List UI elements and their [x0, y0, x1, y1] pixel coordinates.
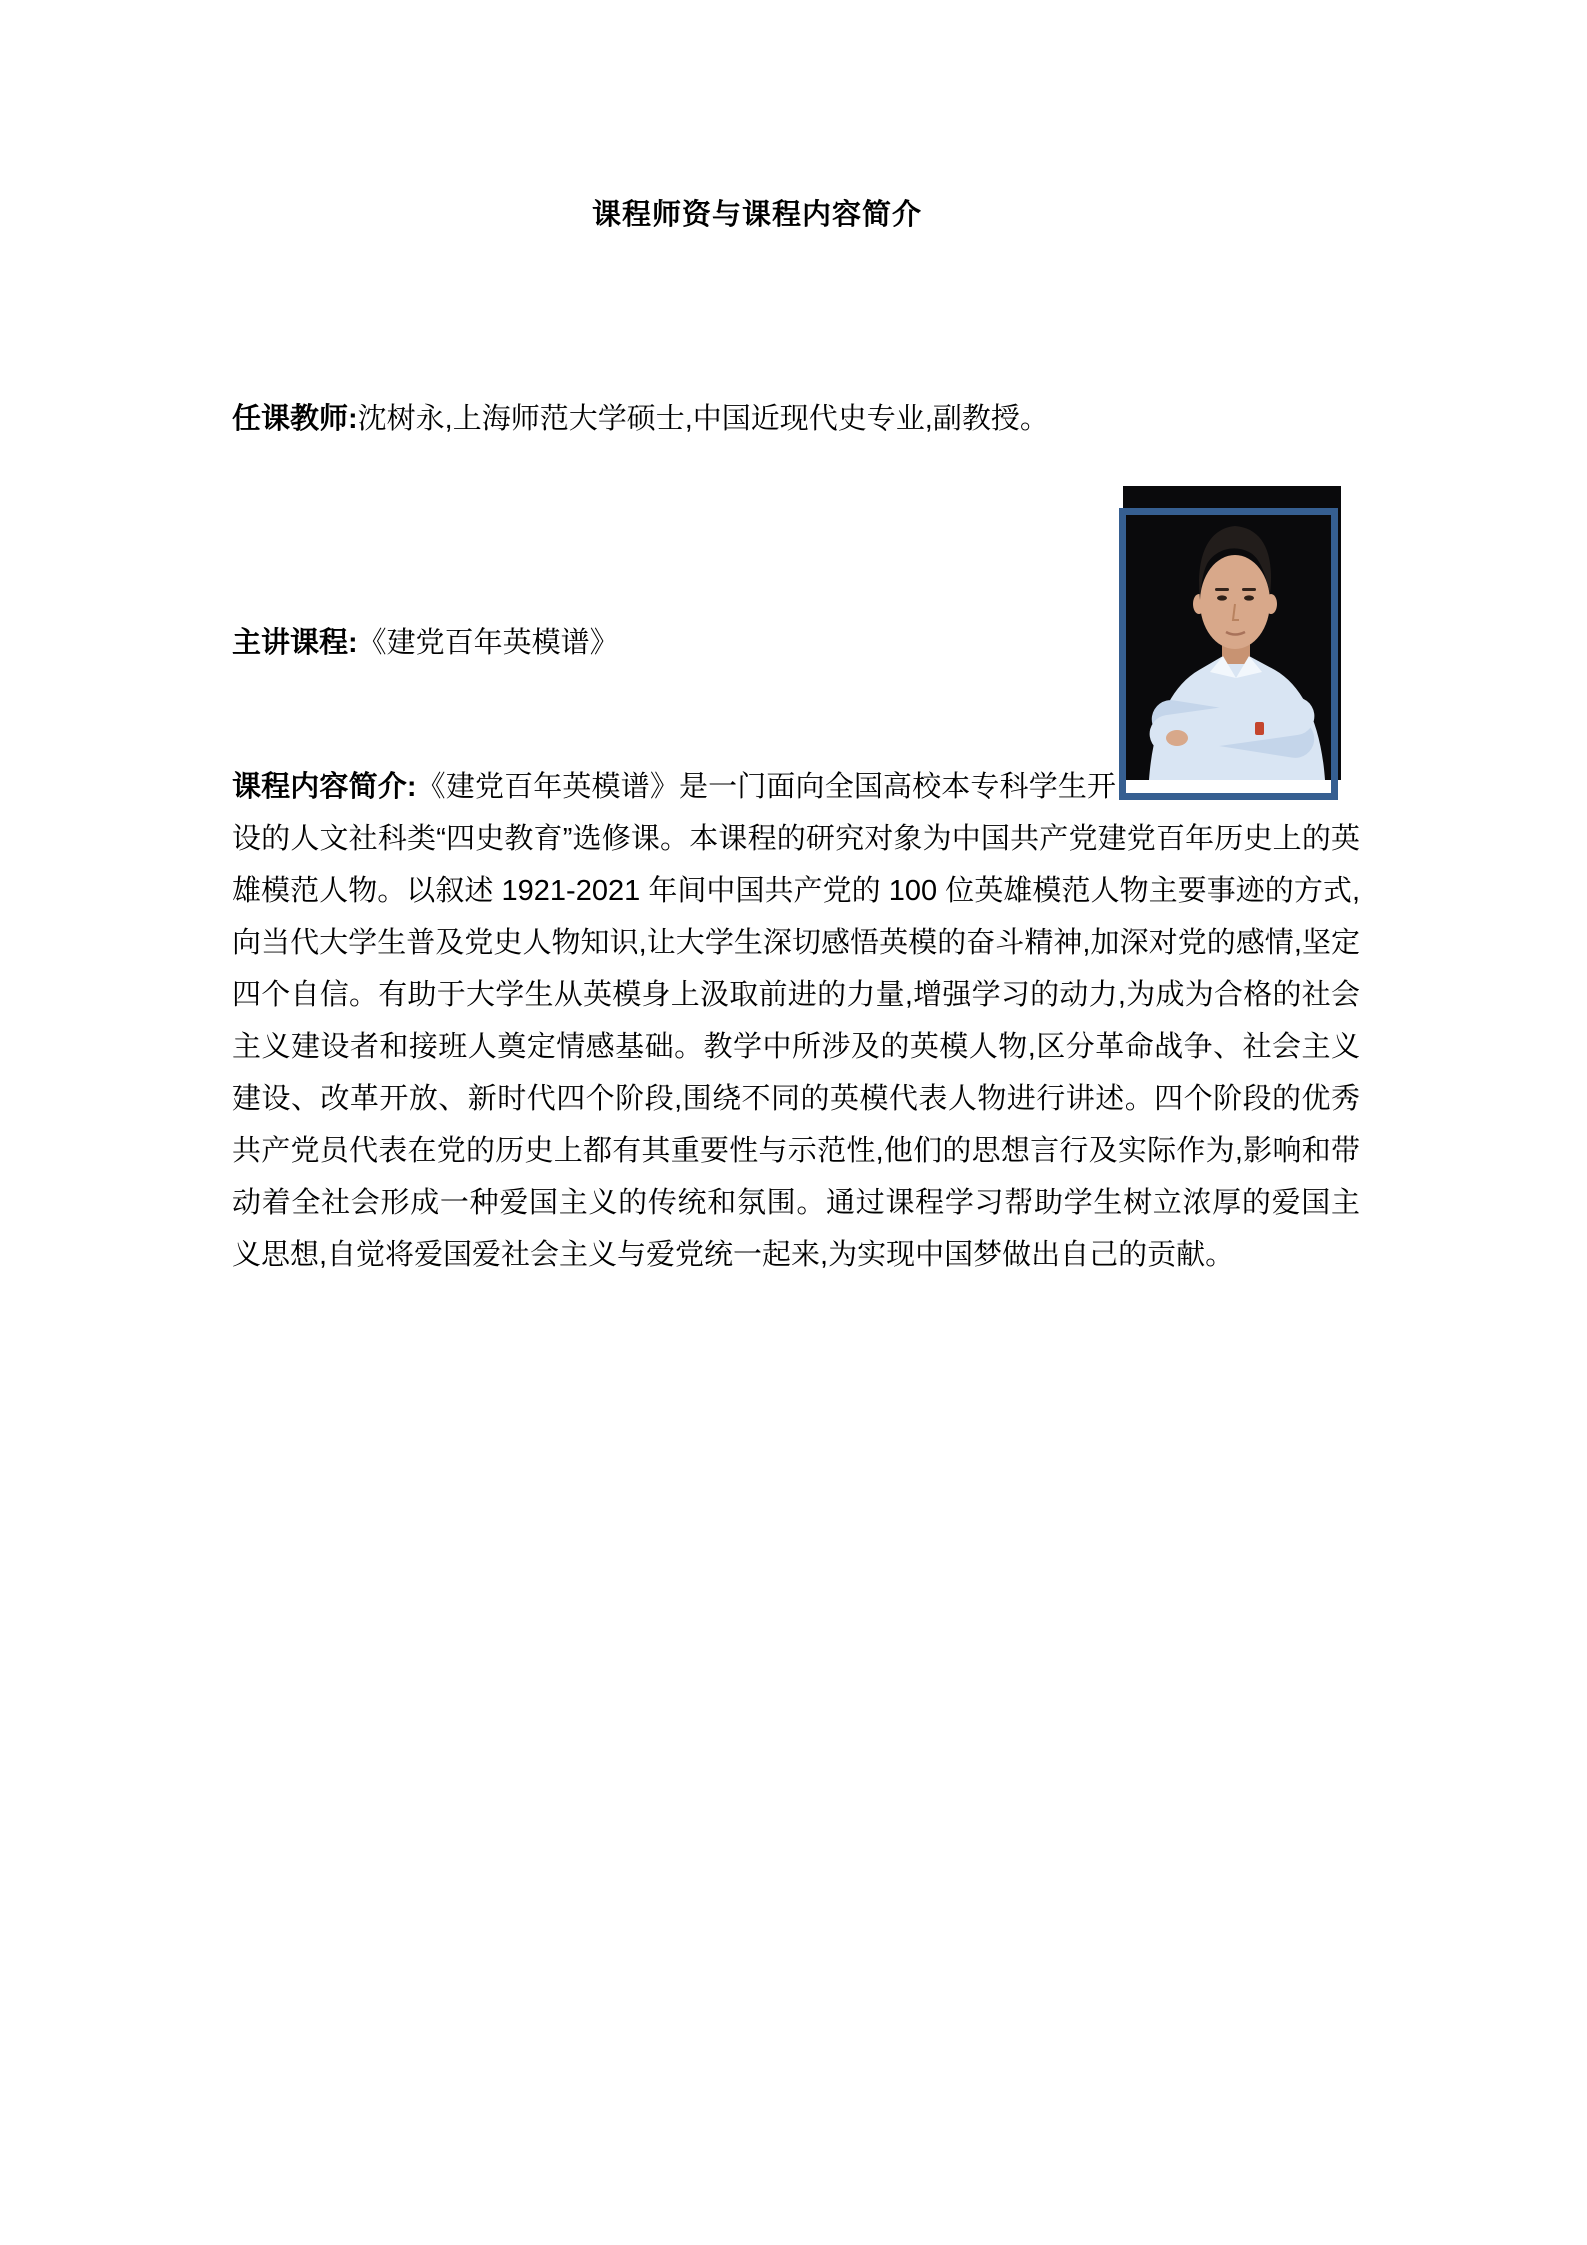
course-label: 主讲课程: [232, 627, 358, 659]
course-intro-paragraph [232, 761, 1360, 1281]
teacher-photo [1119, 486, 1345, 800]
teacher-label: 任课教师: [232, 403, 358, 435]
intro-label: 课程内容简介: [232, 771, 417, 803]
intro-text: 《建党百年英模谱》是一门面向全国高校本专科学生开设的人文社科类“四史教育”选修课。本课程的研究对象为中国共产党建党百年历史上的英雄模范人物。以叙述 1921-2021 年间中国共产党的 100 位英雄模范人物主要事迹的方式,向当代大学生普及党史人物知识,让大学生深切感悟英模的奋斗精神,加深对党的感情,坚定四个自信。有助于大学生从英模身上汲取前进的力量,增强学习的动力,为成为合格的社会主义建设者和接班人奠定情感基础。教学中所涉及的英模人物,区分革命战争、社会主义建设、改革开放、新时代四个阶段,围绕不同的英模代表人物进行讲述。四个阶段的优秀共产党员代表在党的历史上都有其重要性与示范性,他们的思想言行及实际作为,影响和带动着全社会形成一种爱国主义的传统和氛围。通过课程学习帮助学生树立浓厚的爱国主义思想,自觉将爱国爱社会主义与爱党统一起来,为实现中国梦做出自己的贡献。 [232, 771, 1360, 1271]
teacher-line [232, 396, 1360, 442]
photo-frame-border [1119, 508, 1338, 800]
teacher-name-text: 沈树永,上海师范大学硕士,中国近现代史专业,副教授。 [357, 403, 1049, 435]
page-title: 课程师资与课程内容简介 [591, 199, 922, 231]
course-title-text: 《建党百年英模谱》 [357, 627, 619, 659]
